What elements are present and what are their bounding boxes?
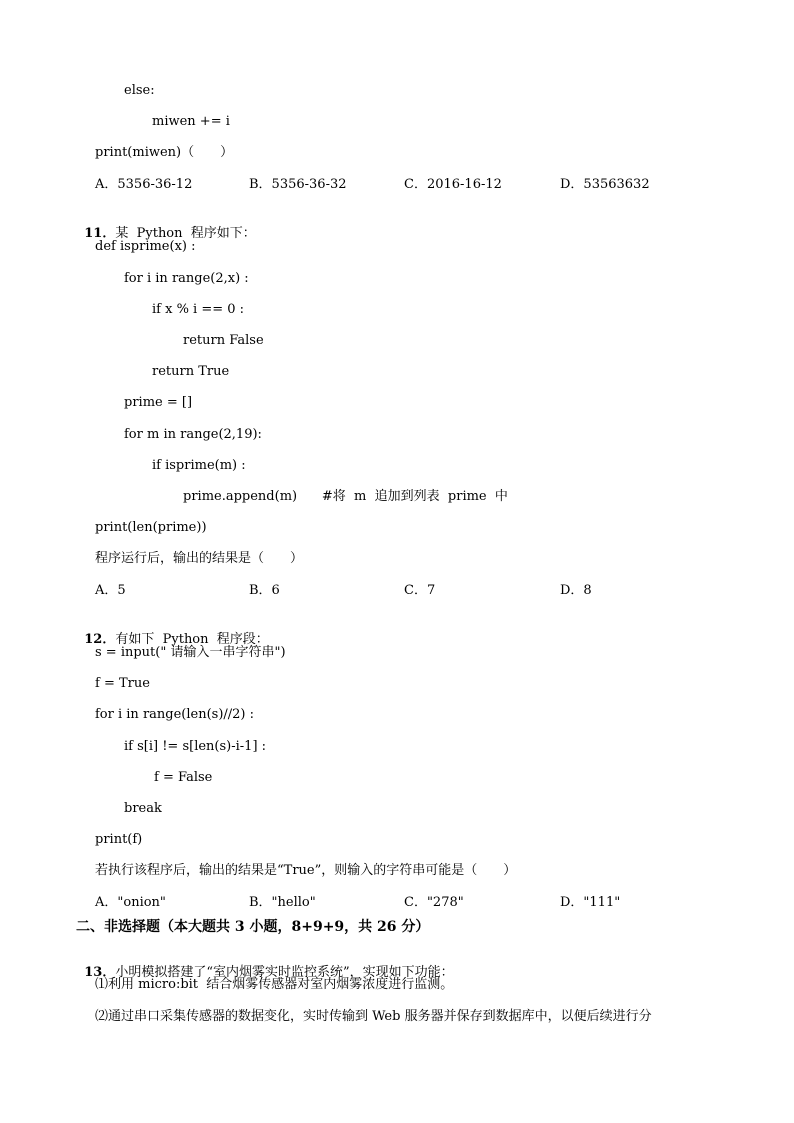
code-line: prime.append(m) #将 m 追加到列表 prime 中 (183, 489, 508, 504)
option-b: B．6 (249, 583, 280, 598)
question-prompt: 程序运行后，输出的结果是（ ） (95, 551, 304, 566)
list-item: ⑴利用 micro:bit 结合烟雾传感器对室内烟雾浓度进行监测。 (95, 977, 454, 992)
code-line: for i in range(2,x) : (124, 271, 249, 286)
question-number: 13． (84, 965, 116, 980)
option-a: A．5 (95, 583, 126, 598)
option-c: C．2016-16-12 (404, 177, 502, 192)
question-prompt: 若执行该程序后，输出的结果是“True”，则输入的字符串可能是（ ） (95, 863, 517, 878)
question-number: 12． (84, 632, 116, 647)
code-line: break (124, 801, 162, 816)
code-line: if x % i == 0 : (152, 302, 245, 317)
option-b: B．"hello" (249, 895, 316, 910)
code-line: print(f) (95, 832, 143, 847)
option-d: D．"111" (560, 895, 621, 910)
option-d: D．8 (560, 583, 592, 598)
option-c: C．"278" (404, 895, 464, 910)
code-line: print(len(prime)) (95, 520, 207, 535)
code-line: if isprime(m) : (152, 458, 246, 473)
code-line: def isprime(x) : (95, 239, 196, 254)
section-heading: 二、非选择题（本大题共 3 小题，8+9+9，共 26 分） (76, 919, 430, 935)
code-line: return True (152, 364, 230, 379)
option-c: C．7 (404, 583, 436, 598)
option-b: B．5356-36-32 (249, 177, 347, 192)
question-number: 11． (84, 226, 116, 241)
option-a: A．"onion" (95, 895, 166, 910)
code-line: for i in range(len(s)//2) : (95, 707, 255, 722)
option-d: D．53563632 (560, 177, 650, 192)
code-line: if s[i] != s[len(s)-i-1] : (124, 739, 267, 754)
question-stem: 小明模拟搭建了“室内烟雾实时监控系统”，实现如下功能： (115, 965, 454, 980)
code-line: f = True (95, 676, 150, 691)
code-line: s = input(" 请输入一串字符串") (95, 645, 286, 660)
code-line: miwen += i (152, 114, 230, 129)
code-line: prime = [] (124, 395, 193, 410)
code-line: f = False (154, 770, 213, 785)
option-a: A．5356-36-12 (95, 177, 193, 192)
question-stem: 某 Python 程序如下： (115, 226, 256, 241)
code-line: return False (183, 333, 264, 348)
code-line: print(miwen)（ ） (95, 145, 234, 160)
code-line: else: (124, 83, 155, 98)
code-line: for m in range(2,19): (124, 427, 262, 442)
list-item: ⑵通过串口采集传感器的数据变化，实时传输到 Web 服务器并保存到数据库中，以便后续进行分 (95, 1009, 652, 1024)
question-stem: 有如下 Python 程序段： (115, 632, 269, 647)
